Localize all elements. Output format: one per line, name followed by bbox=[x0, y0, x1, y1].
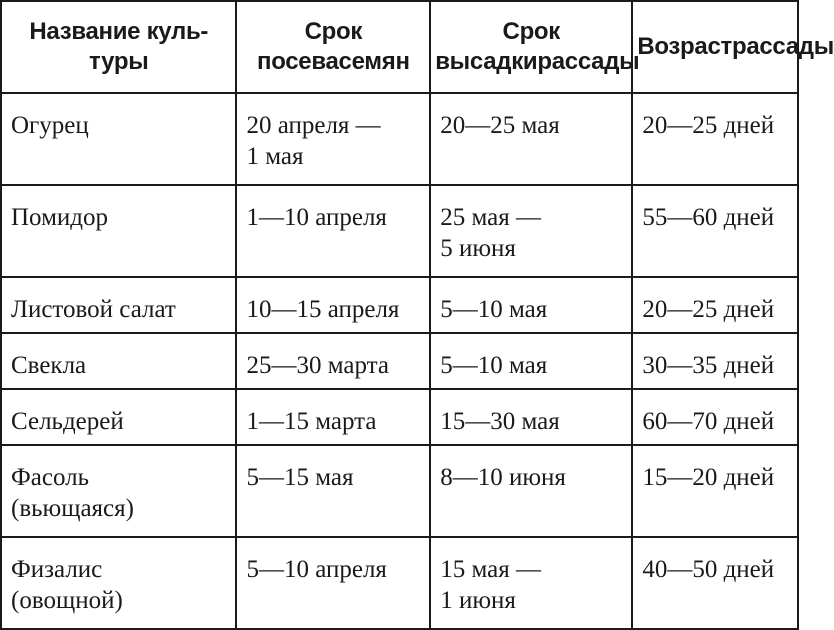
sowing-cell: 25—30 марта bbox=[236, 333, 430, 389]
sowing-cell: 5—10 апреля bbox=[236, 537, 430, 629]
sowing-cell: 1—15 марта bbox=[236, 389, 430, 445]
table-row bbox=[1, 277, 798, 333]
sowing-cell: 1—10 апреля bbox=[236, 185, 430, 277]
planting-cell: 8—10 июня bbox=[430, 445, 632, 537]
header-row bbox=[1, 1, 798, 93]
planting-cell: 5—10 мая bbox=[430, 277, 632, 333]
header-sowing-date: Срок посевасемян bbox=[236, 1, 430, 93]
table-row bbox=[1, 389, 798, 445]
planting-cell: 25 мая — 5 июня bbox=[430, 185, 632, 277]
table-row bbox=[1, 333, 798, 389]
age-cell: 55—60 дней bbox=[632, 185, 798, 277]
crop-cell: Помидор bbox=[1, 185, 236, 277]
crop-cell: Свекла bbox=[1, 333, 236, 389]
header-seedling-age: Возрастрассады bbox=[632, 1, 798, 93]
crop-cell: Фасоль (вьющаяся) bbox=[1, 445, 236, 537]
table-row bbox=[1, 445, 798, 537]
crop-cell: Сельдерей bbox=[1, 389, 236, 445]
age-cell: 15—20 дней bbox=[632, 445, 798, 537]
crop-cell: Листовой салат bbox=[1, 277, 236, 333]
header-planting-date: Срок высадкирассады bbox=[430, 1, 632, 93]
header-crop-name: Название куль-туры bbox=[1, 1, 236, 93]
age-cell: 20—25 дней bbox=[632, 93, 798, 185]
table-row bbox=[1, 537, 798, 629]
planting-cell: 20—25 мая bbox=[430, 93, 632, 185]
age-cell: 60—70 дней bbox=[632, 389, 798, 445]
sowing-cell: 20 апреля — 1 мая bbox=[236, 93, 430, 185]
sowing-cell: 5—15 мая bbox=[236, 445, 430, 537]
age-cell: 40—50 дней bbox=[632, 537, 798, 629]
crop-cell: Физалис (овощной) bbox=[1, 537, 236, 629]
planting-cell: 15—30 мая bbox=[430, 389, 632, 445]
table-row bbox=[1, 185, 798, 277]
planting-cell: 5—10 мая bbox=[430, 333, 632, 389]
crop-cell: Огурец bbox=[1, 93, 236, 185]
sowing-cell: 10—15 апреля bbox=[236, 277, 430, 333]
table-row bbox=[1, 93, 798, 185]
age-cell: 30—35 дней bbox=[632, 333, 798, 389]
planting-cell: 15 мая — 1 июня bbox=[430, 537, 632, 629]
age-cell: 20—25 дней bbox=[632, 277, 798, 333]
